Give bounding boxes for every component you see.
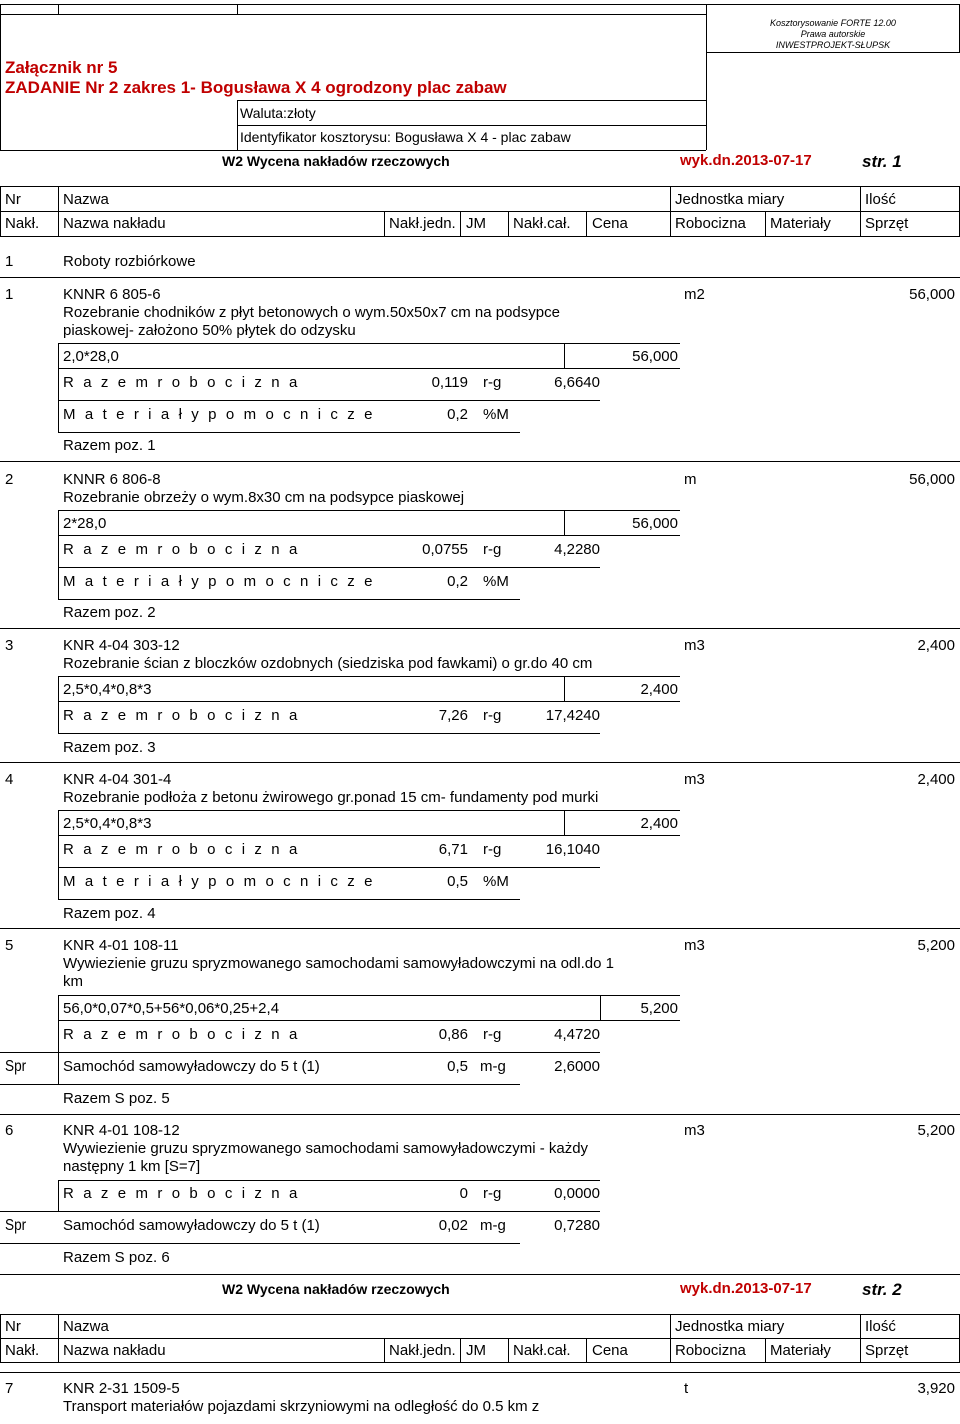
position-description: piaskowej- założono 50% płytek do odzysku: [63, 322, 356, 339]
position-quantity: 5,200: [917, 1122, 955, 1139]
frame-line: [0, 4, 960, 5]
position-code: KNR 4-04 301-4: [63, 771, 172, 788]
position-nr: 7: [5, 1380, 14, 1397]
table-line: [58, 535, 680, 536]
table-line: [384, 1338, 385, 1362]
labor-label: R a z e m r o b o c i z n a: [63, 374, 300, 391]
frame-line: [237, 100, 706, 101]
labor-total: 0,0000: [554, 1185, 600, 1202]
col-ilosc: Ilość: [865, 1318, 896, 1335]
table-line: [0, 277, 960, 278]
labor-label: R a z e m r o b o c i z n a: [63, 1185, 300, 1202]
materials-unit: %M: [483, 573, 509, 590]
col-nakl-cal: Nakł.cał.: [513, 215, 571, 232]
col-nazwa-nakladu: Nazwa nakładu: [63, 1342, 166, 1359]
labor-norm: 0,86: [438, 1026, 468, 1043]
table-line: [508, 1338, 509, 1362]
position-quantity: 3,920: [917, 1380, 955, 1397]
materials-label: M a t e r i a ł y p o m o c n i c z e: [63, 873, 376, 890]
position-nr: 2: [5, 471, 14, 488]
table-line: [58, 810, 680, 811]
col-robocizna: Robocizna: [675, 215, 746, 232]
position-description: Transport materiałów pojazdami skrzyniowymi na odległość do 0.5 km z: [63, 1398, 540, 1415]
quantity-formula: 56,0*0,07*0,5+56*0,06*0,25+2,4: [63, 1000, 280, 1017]
col-jm-short: JM: [466, 215, 486, 232]
col-materialy: Materiały: [770, 215, 831, 232]
materials-label: M a t e r i a ł y p o m o c n i c z e: [63, 406, 376, 423]
position-description: km: [63, 973, 83, 990]
table-line: [670, 1338, 671, 1362]
currency-label: Waluta:złoty: [240, 105, 316, 121]
position-quantity: 56,000: [909, 471, 955, 488]
labor-norm: 0: [459, 1185, 468, 1202]
table-line: [58, 1314, 59, 1362]
col-nakl-cal: Nakł.cał.: [513, 1342, 571, 1359]
frame-line: [0, 150, 706, 151]
page-number: str. 1: [862, 152, 902, 171]
table-line: [0, 211, 960, 212]
frame-line: [58, 4, 59, 14]
table-line: [860, 1338, 861, 1362]
frame-line: [237, 4, 238, 14]
equipment-total: 0,7280: [554, 1217, 600, 1234]
attachment-title: Załącznik nr 5: [5, 58, 118, 77]
section-name: Roboty rozbiórkowe: [63, 253, 196, 270]
materials-norm: 0,2: [447, 406, 468, 423]
position-total-label: Razem poz. 1: [63, 437, 156, 454]
position-code: KNNR 6 805-6: [63, 286, 161, 303]
table-line: [0, 186, 960, 187]
position-code: KNR 4-01 108-11: [63, 937, 179, 954]
table-line: [860, 186, 861, 211]
position-description: Wywiezienie gruzu spryzmowanego samochodami samowyładowczymi - każdy: [63, 1140, 589, 1157]
table-line: [0, 1243, 520, 1244]
table-line: [58, 867, 600, 868]
table-line: [508, 211, 509, 236]
table-line: [58, 701, 680, 702]
quantity-formula: 2*28,0: [63, 515, 107, 532]
table-line: [670, 1314, 671, 1338]
labor-unit: r-g: [483, 841, 502, 858]
position-code: KNR 4-01 108-12: [63, 1122, 180, 1139]
frame-line: [0, 14, 706, 15]
equipment-norm: 0,5: [447, 1058, 468, 1075]
col-nakl: Nakł.: [5, 215, 40, 232]
table-line: [460, 1338, 461, 1362]
col-jm: Jednostka miary: [675, 191, 785, 208]
col-nazwa: Nazwa: [63, 191, 109, 208]
labor-unit: r-g: [483, 707, 502, 724]
position-unit: m3: [684, 771, 705, 788]
table-line: [58, 995, 59, 1085]
table-line: [586, 211, 587, 236]
position-total-label: Razem S poz. 6: [63, 1249, 170, 1266]
table-line: [0, 1362, 960, 1363]
position-code: KNR 4-04 303-12: [63, 637, 180, 654]
table-line: [58, 343, 59, 433]
materials-norm: 0,2: [447, 573, 468, 590]
table-line: [58, 343, 680, 344]
frame-line: [0, 4, 1, 150]
section-nr: 1: [5, 253, 14, 270]
equipment-label: Spr: [5, 1058, 27, 1075]
labor-norm: 0,119: [431, 374, 468, 391]
table-line: [0, 1372, 960, 1373]
formula-result: 56,000: [632, 515, 678, 532]
task-title: ZADANIE Nr 2 zakres 1- Bogusława X 4 ogrodzony plac zabaw: [5, 78, 507, 97]
table-line: [58, 835, 680, 836]
position-code: KNNR 6 806-8: [63, 471, 161, 488]
formula-result: 2,400: [640, 681, 678, 698]
position-quantity: 56,000: [909, 286, 955, 303]
table-line: [0, 1338, 960, 1339]
position-quantity: 2,400: [917, 771, 955, 788]
labor-label: R a z e m r o b o c i z n a: [63, 841, 300, 858]
col-robocizna: Robocizna: [675, 1342, 746, 1359]
col-materialy: Materiały: [770, 1342, 831, 1359]
col-nr: Nr: [5, 191, 21, 208]
table-line: [586, 1338, 587, 1362]
quantity-formula: 2,5*0,4*0,8*3: [63, 815, 152, 832]
table-line: [0, 1052, 600, 1053]
table-line: [860, 211, 861, 236]
table-line: [860, 1314, 861, 1338]
table-line: [765, 1338, 766, 1362]
labor-label: R a z e m r o b o c i z n a: [63, 707, 300, 724]
labor-total: 17,4240: [545, 707, 600, 724]
table-line: [600, 995, 601, 1020]
table-line: [58, 567, 600, 568]
position-description: Wywiezienie gruzu spryzmowanego samochodami samowyładowczymi na odl.do 1: [63, 955, 614, 972]
table-line: [564, 510, 565, 535]
materials-unit: %M: [483, 873, 509, 890]
labor-unit: r-g: [483, 1185, 502, 1202]
col-cena: Cena: [592, 215, 628, 232]
estimate-identifier: Identyfikator kosztorysu: Bogusława X 4 - plac zabaw: [240, 129, 571, 145]
labor-total: 4,4720: [554, 1026, 600, 1043]
labor-label: R a z e m r o b o c i z n a: [63, 1026, 300, 1043]
labor-label: R a z e m r o b o c i z n a: [63, 541, 300, 558]
position-total-label: Razem poz. 3: [63, 739, 156, 756]
col-nakl-jedn: Nakł.jedn.: [389, 215, 456, 232]
frame-line: [237, 125, 706, 126]
position-nr: 1: [5, 286, 14, 303]
table-line: [384, 211, 385, 236]
page-number: str. 2: [862, 1280, 902, 1299]
position-unit: m3: [684, 937, 705, 954]
materials-norm: 0,5: [447, 873, 468, 890]
software-owner: INWESTPROJEKT-SŁUPSK: [775, 40, 891, 50]
table-line: [765, 211, 766, 236]
col-nazwa-nakladu: Nazwa nakładu: [63, 215, 166, 232]
table-line: [564, 810, 565, 835]
col-cena: Cena: [592, 1342, 628, 1359]
table-line: [0, 1211, 600, 1212]
position-total-label: Razem S poz. 5: [63, 1090, 170, 1107]
table-line: [58, 899, 520, 900]
labor-norm: 0,0755: [422, 541, 468, 558]
equipment-total: 2,6000: [554, 1058, 600, 1075]
section-header: W2 Wycena nakładów rzeczowych: [222, 153, 450, 169]
table-line: [460, 211, 461, 236]
table-line: [58, 810, 59, 900]
software-copyright: Prawa autorskie: [800, 29, 866, 39]
table-line: [0, 762, 960, 763]
section-header: W2 Wycena nakładów rzeczowych: [222, 1281, 450, 1297]
labor-norm: 6,71: [438, 841, 468, 858]
formula-result: 56,000: [632, 348, 678, 365]
position-description: Rozebranie chodników z płyt betonowych o wym.50x50x7 cm na podsypce: [63, 304, 560, 321]
execution-date: wyk.dn.2013-07-17: [680, 1280, 812, 1297]
col-nakl-jedn: Nakł.jedn.: [389, 1342, 456, 1359]
table-line: [58, 368, 680, 369]
col-sprzet: Sprzęt: [865, 1342, 909, 1359]
position-code: KNR 2-31 1509-5: [63, 1380, 180, 1397]
table-line: [58, 1180, 59, 1211]
position-quantity: 5,200: [917, 937, 955, 954]
position-description: Rozebranie podłoża z betonu żwirowego gr.ponad 15 cm- fundamenty pod murki: [63, 789, 599, 806]
labor-total: 6,6640: [554, 374, 600, 391]
labor-total: 16,1040: [545, 841, 600, 858]
equipment-name: Samochód samowyładowczy do 5 t (1): [63, 1058, 320, 1075]
table-line: [564, 676, 565, 701]
position-unit: t: [684, 1380, 689, 1397]
position-total-label: Razem poz. 2: [63, 604, 156, 621]
table-line: [0, 1314, 1, 1362]
table-line: [58, 1180, 600, 1181]
table-line: [58, 432, 520, 433]
execution-date: wyk.dn.2013-07-17: [680, 152, 812, 169]
equipment-label: Spr: [5, 1217, 27, 1234]
table-line: [0, 928, 960, 929]
equipment-name: Samochód samowyładowczy do 5 t (1): [63, 1217, 320, 1234]
table-line: [58, 186, 59, 236]
table-line: [58, 676, 680, 677]
equipment-norm: 0,02: [438, 1217, 468, 1234]
position-unit: m: [684, 471, 697, 488]
formula-result: 5,200: [640, 1000, 678, 1017]
col-nakl: Nakł.: [5, 1342, 40, 1359]
col-ilosc: Ilość: [865, 191, 896, 208]
table-line: [564, 343, 565, 368]
quantity-formula: 2,0*28,0: [63, 348, 119, 365]
table-line: [0, 628, 960, 629]
table-line: [58, 676, 59, 733]
table-line: [0, 1314, 960, 1315]
formula-result: 2,400: [640, 815, 678, 832]
table-line: [0, 461, 960, 462]
position-description: Rozebranie ścian z bloczków ozdobnych (siedziska pod fawkami) o gr.do 40 cm: [63, 655, 593, 672]
table-line: [58, 510, 59, 600]
table-line: [58, 995, 680, 996]
table-line: [58, 400, 600, 401]
table-line: [58, 1020, 680, 1021]
col-jm: Jednostka miary: [675, 1318, 785, 1335]
position-nr: 6: [5, 1122, 14, 1139]
software-name: Kosztorysowanie FORTE 12.00: [770, 18, 896, 28]
table-line: [670, 186, 671, 211]
position-nr: 5: [5, 937, 14, 954]
position-description: Rozebranie obrzeży o wym.8x30 cm na podsypce piaskowej: [63, 489, 465, 506]
materials-label: M a t e r i a ł y p o m o c n i c z e: [63, 573, 376, 590]
position-total-label: Razem poz. 4: [63, 905, 156, 922]
labor-unit: r-g: [483, 374, 502, 391]
labor-total: 4,2280: [554, 541, 600, 558]
materials-unit: %M: [483, 406, 509, 423]
labor-unit: r-g: [483, 541, 502, 558]
table-line: [0, 186, 1, 236]
labor-unit: r-g: [483, 1026, 502, 1043]
position-quantity: 2,400: [917, 637, 955, 654]
position-unit: m3: [684, 1122, 705, 1139]
position-description: następny 1 km [S=7]: [63, 1158, 201, 1175]
position-unit: m2: [684, 286, 705, 303]
table-line: [0, 1274, 960, 1275]
table-line: [58, 733, 600, 734]
equipment-unit: m-g: [480, 1217, 506, 1234]
position-unit: m3: [684, 637, 705, 654]
table-line: [0, 236, 960, 237]
table-line: [58, 510, 680, 511]
quantity-formula: 2,5*0,4*0,8*3: [63, 681, 152, 698]
frame-line: [706, 52, 960, 53]
col-nr: Nr: [5, 1318, 21, 1335]
labor-norm: 7,26: [438, 707, 468, 724]
table-line: [58, 599, 520, 600]
equipment-unit: m-g: [480, 1058, 506, 1075]
table-line: [0, 1114, 960, 1115]
table-line: [670, 211, 671, 236]
table-line: [0, 1084, 520, 1085]
col-sprzet: Sprzęt: [865, 215, 909, 232]
position-nr: 4: [5, 771, 14, 788]
col-nazwa: Nazwa: [63, 1318, 109, 1335]
position-nr: 3: [5, 637, 14, 654]
col-jm-short: JM: [466, 1342, 486, 1359]
